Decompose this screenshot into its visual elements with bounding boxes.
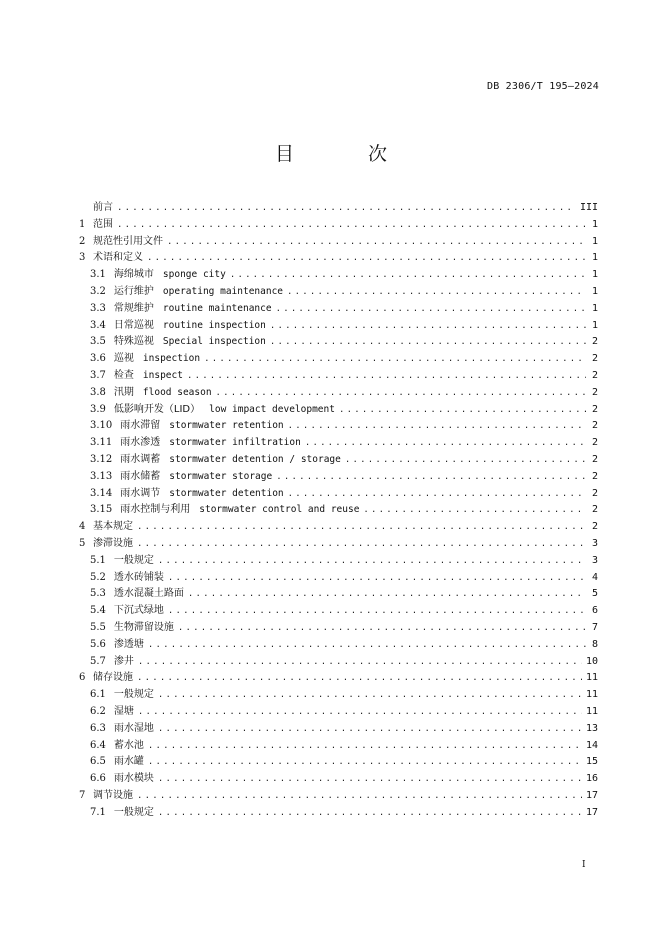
- dot-leader: [158, 721, 582, 738]
- toc-entry[interactable]: [79, 721, 598, 738]
- toc-entry[interactable]: [79, 435, 598, 452]
- toc-entry-page: 2: [591, 437, 598, 449]
- toc-entry-number: 7: [79, 789, 86, 801]
- dot-leader: [147, 250, 586, 267]
- toc-entry-title: 基本规定: [93, 521, 133, 533]
- toc-entry-page: 1: [591, 269, 598, 281]
- toc-entry[interactable]: [79, 402, 598, 419]
- toc-entry-title: 常规维护: [113, 302, 154, 314]
- toc-entry-number: 5.6: [90, 638, 106, 650]
- toc-entry-english-title: stormwater infiltration: [169, 437, 301, 449]
- toc-entry-title: 下沉式绿地: [113, 605, 164, 617]
- toc-entry-english-title: flood season: [142, 386, 212, 398]
- toc-entry-number: 5.1: [90, 554, 106, 566]
- toc-entry-title: 规范性引用文件: [93, 235, 163, 247]
- toc-entry-page: 1: [591, 285, 598, 297]
- toc-entry-number: 3.2: [90, 285, 106, 297]
- toc-entry-page: 8: [591, 638, 598, 650]
- toc-entry-page: 1: [591, 235, 598, 247]
- dot-leader: [204, 351, 586, 368]
- toc-entry-english-title: routine maintenance: [162, 302, 272, 314]
- dot-leader: [363, 502, 586, 519]
- toc-entry-page: 2: [591, 420, 598, 432]
- dot-leader: [148, 637, 586, 654]
- toc-entry-page: 16: [585, 773, 598, 785]
- toc-entry-number: 5.3: [90, 588, 106, 600]
- toc-entry-english-title: stormwater detention / storage: [169, 453, 341, 465]
- toc-entry-number: 3.5: [90, 336, 106, 348]
- toc-entry-number: 3.9: [90, 403, 106, 415]
- toc-entry-english-title: Special inspection: [162, 336, 266, 348]
- toc-entry-number: 3.10: [90, 420, 113, 432]
- toc-entry-title: 雨水模块: [113, 773, 154, 785]
- toc-entry-number: 6.4: [90, 739, 106, 751]
- toc-entry-page: 11: [585, 672, 598, 684]
- toc-entry-title: 雨水滞留: [120, 420, 161, 432]
- toc-entry[interactable]: [79, 670, 598, 687]
- toc-entry[interactable]: [79, 200, 598, 217]
- toc-entry-number: 3.11: [90, 437, 113, 449]
- toc-entry[interactable]: [79, 570, 598, 587]
- toc-entry-number: 3.7: [90, 369, 106, 381]
- toc-entry-number: 3.12: [90, 453, 113, 465]
- toc-entry-title: 渗透塘: [113, 638, 144, 650]
- toc-entry[interactable]: [79, 654, 598, 671]
- dot-leader: [305, 435, 586, 452]
- toc-entry-number: 6.1: [90, 689, 106, 701]
- toc-entry-number: 1: [79, 218, 86, 230]
- toc-entry-number: 3.3: [90, 302, 106, 314]
- toc-entry[interactable]: [79, 620, 598, 637]
- toc-entry-page: 6: [591, 605, 598, 617]
- toc-entry[interactable]: [79, 687, 598, 704]
- toc-entry-page: 11: [585, 689, 598, 701]
- toc-entry-english-title: stormwater retention: [169, 420, 284, 432]
- toc-entry-title: 生物滞留设施: [113, 621, 174, 633]
- toc-entry-number: 3.4: [90, 319, 106, 331]
- toc-entry-title: 运行维护: [113, 285, 154, 297]
- toc-entry[interactable]: [79, 704, 598, 721]
- dot-leader: [276, 301, 586, 318]
- toc-entry-title: 渗滞设施: [93, 537, 133, 549]
- toc-entry[interactable]: [79, 318, 598, 335]
- toc-entry[interactable]: [79, 368, 598, 385]
- toc-entry-english-title: stormwater storage: [169, 470, 273, 482]
- dot-leader: [270, 318, 586, 335]
- dot-leader: [168, 603, 586, 620]
- toc-entry[interactable]: [79, 536, 598, 553]
- toc-entry-title: 巡视: [113, 353, 134, 365]
- toc-entry[interactable]: [79, 738, 598, 755]
- dot-leader: [339, 402, 586, 419]
- dot-leader: [158, 805, 582, 822]
- toc-entry-title: 渗井: [113, 655, 134, 667]
- dot-leader: [158, 687, 582, 704]
- toc-entry[interactable]: [79, 217, 598, 234]
- toc-entry-title: 低影响开发（LID）: [113, 403, 201, 415]
- toc-entry-number: 3: [79, 252, 86, 264]
- dot-leader: [137, 788, 582, 805]
- dot-leader: [117, 217, 586, 234]
- toc-entry-number: 6.6: [90, 773, 106, 785]
- toc-entry-title: 海绵城市: [113, 269, 154, 281]
- dot-leader: [230, 267, 586, 284]
- toc-entry[interactable]: [79, 486, 598, 503]
- toc-entry-number: 6.2: [90, 705, 106, 717]
- toc-entry-number: 5: [79, 537, 86, 549]
- dot-leader: [187, 368, 586, 385]
- toc-entry-number: 3.15: [90, 504, 113, 516]
- toc-entry-page: 17: [585, 789, 598, 801]
- toc-entry-title: 蓄水池: [113, 739, 144, 751]
- toc-entry-page: 1: [591, 319, 598, 331]
- dot-leader: [148, 754, 582, 771]
- toc-entry-title: 雨水控制与利用: [120, 504, 191, 516]
- toc-entry-page: 1: [591, 252, 598, 264]
- toc-entry[interactable]: [79, 267, 598, 284]
- toc-entry-title: 透水混凝土路面: [113, 588, 184, 600]
- toc-entry-page: 2: [591, 521, 598, 533]
- toc-entry[interactable]: [79, 452, 598, 469]
- toc-entry-english-title: operating maintenance: [162, 285, 284, 297]
- toc-entry-page: 2: [591, 336, 598, 348]
- toc-entry-title: 调节设施: [93, 789, 133, 801]
- toc-entry-page: 5: [591, 588, 598, 600]
- toc-entry-english-title: stormwater control and reuse: [199, 504, 360, 516]
- toc-entry-page: 2: [591, 487, 598, 499]
- toc-entry-page: 2: [591, 369, 598, 381]
- toc-entry-title: 特殊巡视: [113, 336, 154, 348]
- toc-entry[interactable]: [79, 603, 598, 620]
- toc-entry-number: 4: [79, 521, 86, 533]
- toc-entry-title: 雨水湿地: [113, 722, 154, 734]
- toc-entry-title: 范围: [93, 218, 113, 230]
- toc-entry[interactable]: [79, 502, 598, 519]
- toc-entry-number: 2: [79, 235, 86, 247]
- toc-entry-page: 1: [591, 218, 598, 230]
- toc-entry-page: 7: [591, 621, 598, 633]
- toc-entry-title: 术语和定义: [93, 252, 143, 264]
- dot-leader: [287, 284, 586, 301]
- toc-entry-page: 3: [591, 554, 598, 566]
- toc-entry-title: 一般规定: [113, 806, 154, 818]
- toc-entry-title: 前言: [93, 202, 113, 213]
- toc-entry-number: 3.8: [90, 386, 106, 398]
- dot-leader: [137, 519, 586, 536]
- toc-entry-english-title: stormwater detention: [169, 487, 284, 499]
- toc-entry[interactable]: [79, 553, 598, 570]
- toc-entry-number: 5.7: [90, 655, 106, 667]
- toc-entry-number: 5.2: [90, 571, 106, 583]
- toc-entry-page: 2: [591, 353, 598, 365]
- toc-entry-number: 3.6: [90, 353, 106, 365]
- toc-entry-english-title: inspect: [142, 369, 183, 381]
- toc-entry-english-title: low impact development: [209, 403, 335, 415]
- dot-leader: [288, 418, 586, 435]
- toc-entry[interactable]: [79, 586, 598, 603]
- toc-entry-title: 雨水罐: [113, 756, 144, 768]
- toc-entry-title: 湿塘: [113, 705, 134, 717]
- toc-entry-number: 3.1: [90, 269, 106, 281]
- toc-entry-page: 2: [591, 403, 598, 415]
- toc-entry-title: 雨水调节: [120, 487, 161, 499]
- dot-leader: [270, 334, 586, 351]
- toc-entry-page: 2: [591, 504, 598, 516]
- toc-entry-title: 透水砖铺装: [113, 571, 164, 583]
- toc-entry-page: 2: [591, 386, 598, 398]
- toc-entry-english-title: routine inspection: [162, 319, 266, 331]
- toc-entry[interactable]: [79, 418, 598, 435]
- page-number: I: [582, 860, 586, 870]
- dot-leader: [276, 469, 586, 486]
- dot-leader: [138, 704, 582, 721]
- toc-entry[interactable]: [79, 469, 598, 486]
- toc-entry[interactable]: [79, 351, 598, 368]
- dot-leader: [167, 234, 586, 251]
- table-of-contents: [79, 200, 598, 821]
- dot-leader: [137, 670, 582, 687]
- dot-leader: [148, 738, 582, 755]
- toc-entry-english-title: sponge city: [162, 269, 226, 281]
- toc-entry[interactable]: [79, 334, 598, 351]
- dot-leader: [158, 771, 582, 788]
- dot-leader: [216, 385, 586, 402]
- document-number: DB 2306/T 195—2024: [487, 81, 599, 92]
- toc-entry-number: 6: [79, 672, 86, 684]
- toc-entry-english-title: inspection: [142, 353, 201, 365]
- toc-entry-title: 雨水储蓄: [120, 470, 161, 482]
- toc-entry[interactable]: [79, 284, 598, 301]
- toc-entry[interactable]: [79, 519, 598, 536]
- toc-entry-number: 6.3: [90, 722, 106, 734]
- dot-leader: [178, 620, 586, 637]
- toc-entry-title: 雨水调蓄: [120, 453, 161, 465]
- toc-entry-title: 一般规定: [113, 554, 154, 566]
- toc-entry-page: 11: [585, 705, 598, 717]
- dot-leader: [288, 486, 586, 503]
- toc-entry[interactable]: [79, 234, 598, 251]
- toc-entry-page: 15: [585, 756, 598, 768]
- toc-entry[interactable]: [79, 771, 598, 788]
- toc-entry[interactable]: [79, 301, 598, 318]
- toc-entry-page: 13: [585, 722, 598, 734]
- toc-entry-page: 2: [591, 470, 598, 482]
- dot-leader: [138, 654, 582, 671]
- toc-entry-page: 2: [591, 453, 598, 465]
- toc-entry[interactable]: [79, 754, 598, 771]
- dot-leader: [158, 553, 586, 570]
- toc-entry-number: 7.1: [90, 806, 106, 818]
- toc-entry-number: 5.4: [90, 605, 106, 617]
- dot-leader: [168, 570, 586, 587]
- toc-entry[interactable]: [79, 637, 598, 654]
- dot-leader: [117, 200, 576, 217]
- toc-entry-page: 14: [585, 739, 598, 751]
- toc-entry[interactable]: [79, 250, 598, 267]
- toc-entry-number: 3.13: [90, 470, 113, 482]
- toc-entry-page: 1: [591, 302, 598, 314]
- toc-entry[interactable]: [79, 805, 598, 822]
- dot-leader: [345, 452, 586, 469]
- toc-entry-page: 4: [591, 571, 598, 583]
- toc-entry-page: 10: [585, 655, 598, 667]
- toc-entry-number: 3.14: [90, 487, 113, 499]
- toc-entry[interactable]: [79, 788, 598, 805]
- dot-leader: [188, 586, 586, 603]
- dot-leader: [137, 536, 586, 553]
- toc-entry-title: 汛期: [113, 386, 134, 398]
- toc-entry-page: 17: [585, 806, 598, 818]
- toc-entry-title: 一般规定: [113, 689, 154, 701]
- toc-entry[interactable]: [79, 385, 598, 402]
- toc-entry-title: 雨水渗透: [120, 437, 161, 449]
- toc-entry-title: 储存设施: [93, 672, 133, 684]
- toc-entry-number: 5.5: [90, 621, 106, 633]
- toc-entry-title: 检查: [113, 369, 134, 381]
- page-title: 目 次: [274, 143, 422, 165]
- toc-entry-title: 日常巡视: [113, 319, 154, 331]
- toc-entry-page: III: [579, 202, 598, 213]
- toc-entry-number: 6.5: [90, 756, 106, 768]
- toc-entry-page: 3: [591, 537, 598, 549]
